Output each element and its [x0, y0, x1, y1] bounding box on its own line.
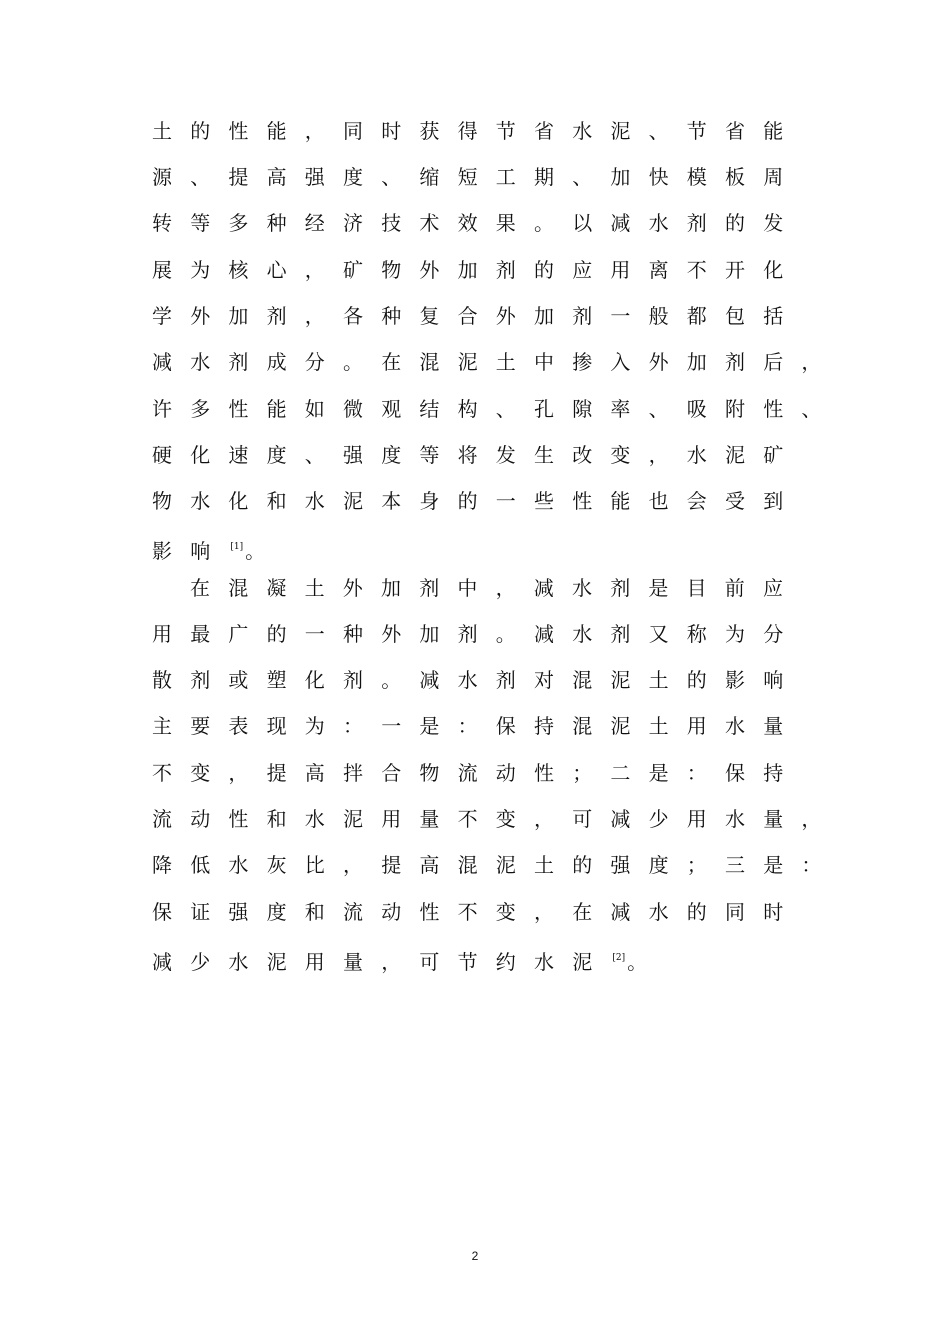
text-line: 保证强度和流动性不变，在减水的同时: [152, 900, 802, 924]
text-span: 。: [627, 950, 666, 974]
page-number: 2: [471, 1249, 479, 1263]
text-line: 不变，提高拌合物流动性；二是：保持: [152, 761, 802, 785]
text-line: 硬化速度、强度等将发生改变，水泥矿: [152, 443, 802, 467]
citation-reference: [2]: [612, 953, 626, 963]
text-span: 减少水泥用量，可节约水泥: [152, 950, 611, 974]
text-line: 用最广的一种外加剂。减水剂又称为分: [152, 622, 802, 646]
text-line: 物水化和水泥本身的一些性能也会受到: [152, 489, 802, 513]
text-line: 土的性能，同时获得节省水泥、节省能: [152, 119, 802, 143]
citation-reference: [1]: [230, 542, 244, 552]
text-line: 展为核心，矿物外加剂的应用离不开化: [152, 258, 802, 282]
text-line: 转等多种经济技术效果。以减水剂的发: [152, 211, 802, 235]
text-line: 流动性和水泥用量不变，可减少用水量，: [152, 807, 840, 831]
text-span: 影响: [152, 539, 229, 563]
text-line: 降低水灰比，提高混泥土的强度；三是：: [152, 853, 840, 877]
text-line-with-citation: [152, 943, 665, 973]
text-line-with-citation: [152, 532, 283, 562]
text-line: 减水剂成分。在混泥土中掺入外加剂后，: [152, 350, 840, 374]
text-line: 许多性能如微观结构、孔隙率、吸附性、: [152, 397, 840, 421]
text-line: 学外加剂，各种复合外加剂一般都包括: [152, 304, 802, 328]
text-line: 主要表现为：一是：保持混泥土用水量: [152, 714, 802, 738]
text-line: 散剂或塑化剂。减水剂对混泥土的影响: [152, 668, 802, 692]
text-line: 在混凝土外加剂中，减水剂是目前应: [190, 576, 802, 600]
text-span: 。: [245, 539, 284, 563]
text-line: 源、提高强度、缩短工期、加快模板周: [152, 165, 802, 189]
